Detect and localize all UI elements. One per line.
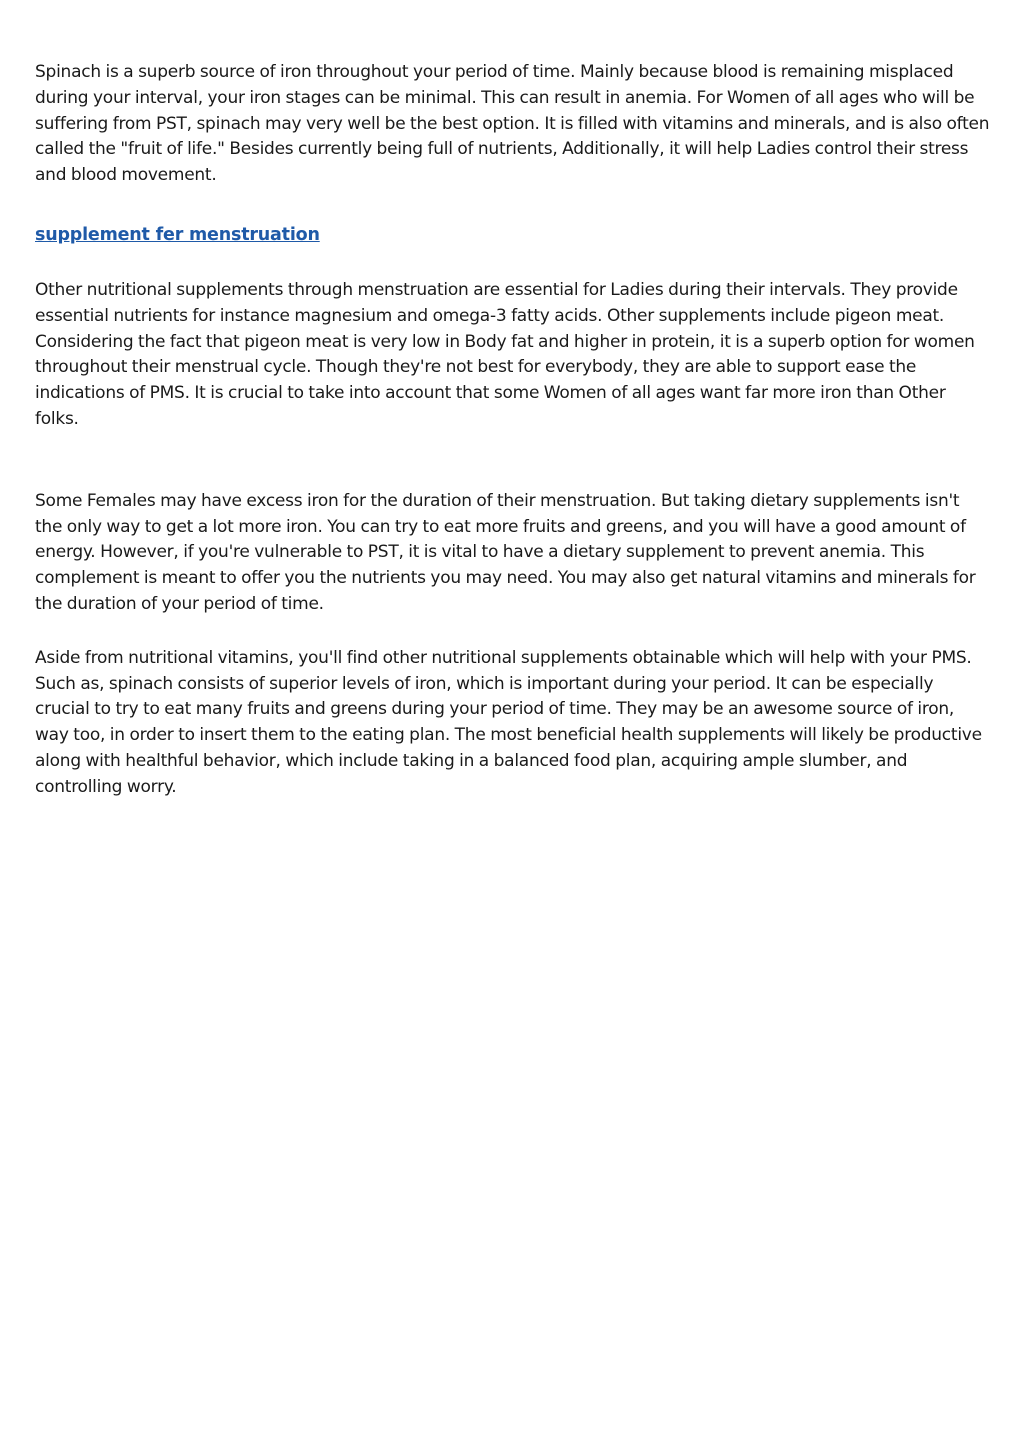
- paragraph-nutritional-supplements: Other nutritional supplements through menstruation are essential for Ladies during their intervals. They provide essential nutrients for instance magnesium and omega-3 fatty acids. Other supplements include pigeon meat. Considering the fact that pigeon meat is very low in Body fat and higher in protein, it is a superb option for women throughout their menstrual cycle. Though they're not best for everybody, they are able to support ease the indications of PMS. It is crucial to take into account that some Women of all ages want far more iron than Other folks.: [35, 279, 975, 429]
- article-body: [35, 60, 990, 801]
- paragraph-spinach-iron: Spinach is a superb source of iron throughout your period of time. Mainly because blood is remaining misplaced during your interval, your iron stages can be minimal. This can result in anemia. For Women of all ages who will be suffering from PST, spinach may very well be the best option. It is filled with vitamins and minerals, and is also often called the "fruit of life." Besides currently being full of nutrients, Additionally, it will help Ladies control their stress and blood movement.: [35, 62, 990, 186]
- supplement-link[interactable]: supplement fer menstruation: [35, 224, 320, 245]
- link-container: [35, 222, 990, 248]
- paragraph-other-supplements: Aside from nutritional vitamins, you'll find other nutritional supplements obtainable which will help with your PMS. Such as, spinach consists of superior levels of iron, which is important during your period. It can be especially crucial to try to eat many fruits and greens during your period of time. They may be an awesome source of iron, way too, in order to insert them to the eating plan. The most beneficial health supplements will likely be productive along with healthful behavior, which include taking in a balanced food plan, acquiring ample slumber, and controlling worry.: [35, 647, 982, 797]
- paragraph-excess-iron: Some Females may have excess iron for the duration of their menstruation. But taking dietary supplements isn't the only way to get a lot more iron. You can try to eat more fruits and greens, and you will have a good amount of energy. However, if you're vulnerable to PST, it is vital to have a dietary supplement to prevent anemia. This complement is meant to offer you the nutrients you may need. You may also get natural vitamins and minerals for the duration of your period of time.: [35, 490, 976, 614]
